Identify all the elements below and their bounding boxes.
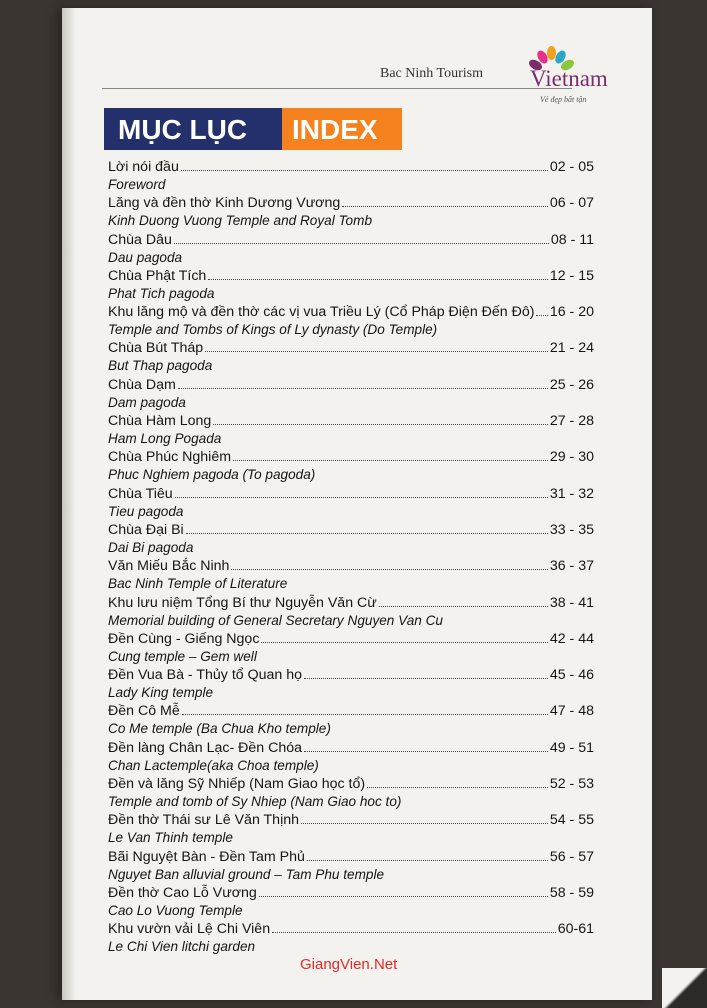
toc-entry-pages: 42 - 44 <box>549 630 594 647</box>
toc-entry-title-english: Co Me temple (Ba Chua Kho temple) <box>108 721 331 737</box>
toc-entry-title-vietnamese: Lời nói đầu <box>108 159 179 175</box>
toc-entry-pages: 16 - 20 <box>549 304 594 321</box>
logo-slogan: Vẻ đẹp bất tận <box>540 95 587 104</box>
toc-entry-main-line <box>108 521 594 539</box>
vietnam-logo <box>516 46 616 110</box>
toc-entry-main-line <box>108 412 594 430</box>
dot-leader <box>304 739 548 752</box>
logo-text: Vietnam <box>530 66 608 91</box>
toc-entry[interactable] <box>108 848 594 884</box>
toc-entry-title-vietnamese: Đền thờ Thái sư Lê Văn Thịnh <box>108 812 300 829</box>
dot-leader <box>367 775 548 788</box>
toc-entry-main-line <box>108 811 594 829</box>
toc-entry[interactable] <box>108 666 594 702</box>
toc-entry-main-line <box>108 194 594 212</box>
toc-entry-pages: 58 - 59 <box>549 884 594 901</box>
dot-leader <box>536 303 547 316</box>
toc-entry-pages: 08 - 11 <box>550 231 594 248</box>
toc-entry-title-vietnamese: Văn Miếu Bắc Ninh <box>108 558 230 575</box>
toc-entry-title-vietnamese: Đền Cô Mễ <box>108 703 180 720</box>
toc-entry[interactable] <box>108 594 594 630</box>
toc-entry[interactable] <box>108 231 594 267</box>
dot-leader <box>205 339 548 352</box>
toc-entry-main-line <box>108 158 594 176</box>
toc-entry[interactable] <box>108 521 594 557</box>
page-spine <box>62 8 76 1000</box>
toc-entry-title-english: Dau pagoda <box>108 249 183 265</box>
toc-entry-pages: 38 - 41 <box>549 594 594 611</box>
toc-entry-pages: 45 - 46 <box>549 667 594 684</box>
toc-entry[interactable] <box>108 412 594 448</box>
dot-leader <box>342 194 548 207</box>
dot-leader <box>261 630 547 643</box>
dot-leader <box>178 376 548 389</box>
toc-entry-title-vietnamese: Chùa Hàm Long <box>108 413 212 430</box>
dot-leader <box>259 884 548 897</box>
toc-entry-title-vietnamese: Đền Cùng - Giếng Ngọc <box>108 630 260 647</box>
toc-entry[interactable] <box>108 630 594 666</box>
dot-leader <box>304 666 548 679</box>
toc-entry-title-vietnamese: Bãi Nguyệt Bàn - Đền Tam Phủ <box>108 848 305 865</box>
toc-entry-title-vietnamese: Chùa Dạm <box>108 376 176 393</box>
dot-leader <box>175 485 548 498</box>
toc-entry-title-vietnamese: Khu lăng mộ và đền thờ các vị vua Triều Lý (Cổ Pháp Điện Đến Đô) <box>108 304 535 321</box>
toc-entry-title-vietnamese: Chùa Bút Tháp <box>108 340 204 357</box>
toc-entry-title-english: Phuc Nghiem pagoda (To pagoda) <box>108 467 316 483</box>
dot-leader <box>231 557 547 570</box>
toc-entry-pages: 02 - 05 <box>549 159 594 175</box>
toc-entry[interactable] <box>108 884 594 920</box>
toc-entry-title-english: Memorial building of General Secretary Nguyen Van Cu <box>108 612 443 628</box>
toc-entry[interactable] <box>108 267 594 303</box>
toc-entry-title-vietnamese: Khu vườn vải Lệ Chi Viên <box>108 921 271 938</box>
toc-entry-title-english: Foreword <box>108 177 166 192</box>
toc-entry-pages: 60-61 <box>557 921 594 938</box>
toc-entry-title-english: Le Van Thinh temple <box>108 830 233 846</box>
toc-entry-title-vietnamese: Chùa Đại Bi <box>108 521 184 538</box>
toc-entry-title-english: Cung temple – Gem well <box>108 648 257 664</box>
toc-entry-title-vietnamese: Lăng và đền thờ Kinh Dương Vương <box>108 195 341 212</box>
toc-entry-title-vietnamese: Chùa Dâu <box>108 231 172 248</box>
toc-entry-title-english: Tieu pagoda <box>108 503 184 519</box>
dot-leader <box>307 848 548 861</box>
toc-entry-main-line <box>108 630 594 648</box>
toc-entry[interactable] <box>108 775 594 811</box>
dot-leader <box>182 702 548 715</box>
toc-entry-main-line <box>108 557 594 575</box>
dot-leader <box>272 920 556 933</box>
toc-entry[interactable] <box>108 920 594 956</box>
watermark: GiangVien.Net <box>300 956 398 973</box>
toc-entry-pages: 49 - 51 <box>549 739 594 756</box>
dot-leader <box>213 412 548 425</box>
toc-entry-main-line <box>108 594 594 612</box>
toc-entry[interactable] <box>108 811 594 847</box>
toc-entry-title-vietnamese: Đền và lăng Sỹ Nhiếp (Nam Giao học tổ) <box>108 776 366 793</box>
toc-entry[interactable] <box>108 303 594 339</box>
toc-entry-pages: 36 - 37 <box>549 558 594 575</box>
toc-entry-title-vietnamese: Khu lưu niệm Tổng Bí thư Nguyễn Văn Cừ <box>108 594 377 611</box>
dot-leader <box>379 594 548 607</box>
toc-entry-pages: 06 - 07 <box>549 195 594 212</box>
toc-entry-title-english: Chan Lactemple(aka Choa temple) <box>108 757 319 773</box>
toc-entry-pages: 25 - 26 <box>549 376 594 393</box>
toc-entry[interactable] <box>108 339 594 375</box>
toc-entry-main-line <box>108 303 594 321</box>
toc-entry-title-vietnamese: Đền Vua Bà - Thủy tổ Quan họ <box>108 667 303 684</box>
dot-leader <box>181 158 548 171</box>
toc-entry-main-line <box>108 448 594 466</box>
toc-entry[interactable] <box>108 158 594 194</box>
page-corner <box>662 968 707 1008</box>
toc-entry[interactable] <box>108 376 594 412</box>
toc-entry-main-line <box>108 920 594 938</box>
toc-entry-title-english: Temple and tomb of Sy Nhiep (Nam Giao hoc to) <box>108 794 402 810</box>
toc-entry-title-english: Dai Bi pagoda <box>108 539 194 555</box>
toc-entry-title-english: Nguyet Ban alluvial ground – Tam Phu temple <box>108 866 385 882</box>
toc-entry-pages: 29 - 30 <box>549 449 594 466</box>
toc-entry-pages: 31 - 32 <box>549 485 594 502</box>
toc-entry-title-english: But Thap pagoda <box>108 358 213 374</box>
toc-entry-pages: 47 - 48 <box>549 703 594 720</box>
title-english: INDEX <box>282 108 402 150</box>
title-vietnamese: MỤC LỤC <box>104 108 282 150</box>
dot-leader <box>208 267 548 280</box>
header-divider <box>102 88 572 89</box>
toc-entry-pages: 56 - 57 <box>549 848 594 865</box>
toc-entry-title-english: Cao Lo Vuong Temple <box>108 902 243 918</box>
toc-entry-pages: 12 - 15 <box>549 267 594 284</box>
toc-entry-main-line <box>108 884 594 902</box>
dot-leader <box>174 231 549 244</box>
toc-entry-title-vietnamese: Đền thờ Cao Lỗ Vương <box>108 884 257 901</box>
toc-entry-main-line <box>108 376 594 394</box>
toc-entry-title-vietnamese: Đền làng Chân Lạc- Đền Chóa <box>108 739 303 756</box>
toc-entry-pages: 54 - 55 <box>549 812 594 829</box>
toc-entry-title-english: Lady King temple <box>108 685 214 701</box>
toc-entry[interactable] <box>108 702 594 738</box>
toc-entry-title-english: Ham Long Pogada <box>108 431 222 447</box>
toc-entry-main-line <box>108 739 594 757</box>
toc-entry-pages: 33 - 35 <box>549 521 594 538</box>
toc-entry[interactable] <box>108 557 594 593</box>
toc-entry-title-english: Kinh Duong Vuong Temple and Royal Tomb <box>108 213 373 229</box>
toc-entry-pages: 21 - 24 <box>549 340 594 357</box>
toc-entry-main-line <box>108 485 594 503</box>
table-of-contents <box>108 158 594 957</box>
toc-entry-title-english: Le Chi Vien litchi garden <box>108 939 256 955</box>
brand-name: Bac Ninh Tourism <box>380 66 483 81</box>
book-page <box>62 8 652 1000</box>
toc-entry-main-line <box>108 339 594 357</box>
toc-entry-main-line <box>108 848 594 866</box>
toc-entry-main-line <box>108 775 594 793</box>
toc-entry-main-line <box>108 702 594 720</box>
toc-entry-pages: 52 - 53 <box>549 776 594 793</box>
toc-entry[interactable] <box>108 194 594 230</box>
toc-entry[interactable] <box>108 448 594 484</box>
toc-entry-title-english: Phat Tich pagoda <box>108 285 215 301</box>
toc-entry-title-vietnamese: Chùa Phật Tích <box>108 267 207 284</box>
index-title-bar <box>104 108 402 150</box>
toc-entry-title-vietnamese: Chùa Tiêu <box>108 485 173 502</box>
toc-entry[interactable] <box>108 485 594 521</box>
toc-entry-title-english: Bac Ninh Temple of Literature <box>108 576 288 592</box>
dot-leader <box>233 448 548 461</box>
toc-entry-title-vietnamese: Chùa Phúc Nghiêm <box>108 449 232 466</box>
toc-entry-title-english: Temple and Tombs of Kings of Ly dynasty (Do Temple) <box>108 322 438 338</box>
dot-leader <box>301 811 548 824</box>
toc-entry-main-line <box>108 267 594 285</box>
toc-entry[interactable] <box>108 739 594 775</box>
toc-entry-title-english: Dam pagoda <box>108 394 186 410</box>
toc-entry-main-line <box>108 231 594 249</box>
dot-leader <box>186 521 548 534</box>
toc-entry-main-line <box>108 666 594 684</box>
toc-entry-pages: 27 - 28 <box>549 413 594 430</box>
